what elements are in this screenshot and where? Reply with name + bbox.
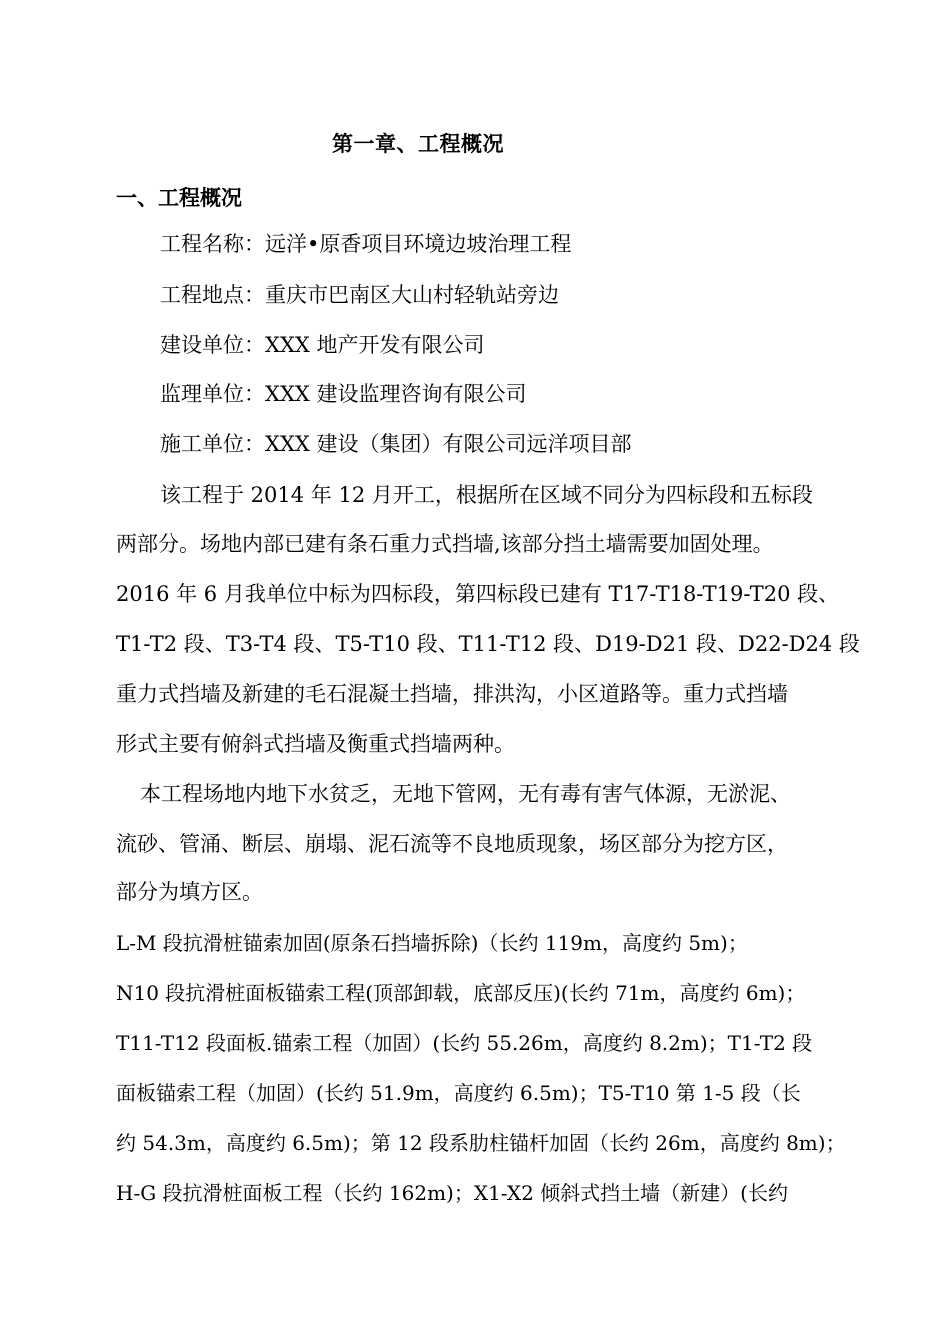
- info-supervisor: 监理单位：XXX 建设监理咨询有限公司: [160, 382, 527, 406]
- paragraph-line: 该工程于 2014 年 12 月开工，根据所在区域不同分为四标段和五标段: [160, 483, 813, 507]
- paragraph-line: 形式主要有俯斜式挡墙及衡重式挡墙两种。: [116, 732, 515, 756]
- info-project-name: 工程名称：远洋•原香项目环境边坡治理工程: [160, 232, 572, 256]
- paragraph-line: 2016 年 6 月我单位中标为四标段，第四标段已建有 T17-T18-T19-T20 段、: [116, 582, 840, 606]
- paragraph-line: 面板锚索工程（加固）(长约 51.9m，高度约 6.5m)；T5-T10 第 1-5 段（长: [116, 1081, 801, 1105]
- paragraph-line: 流砂、管涌、断层、崩塌、泥石流等不良地质现象，场区部分为挖方区，: [116, 832, 788, 856]
- paragraph-line: 约 54.3m，高度约 6.5m)；第 12 段系肋柱锚杆加固（长约 26m，高度约 8m)；: [116, 1131, 846, 1155]
- paragraph-line: H-G 段抗滑桩面板工程（长约 162m)；X1-X2 倾斜式挡土墙（新建）(长约: [116, 1181, 788, 1205]
- paragraph-line: N10 段抗滑桩面板锚索工程(顶部卸载，底部反压)(长约 71m，高度约 6m)；: [116, 981, 806, 1005]
- paragraph-line: T1-T2 段、T3-T4 段、T5-T10 段、T11-T12 段、D19-D21 段、D22-D24 段: [116, 632, 860, 656]
- paragraph-line: 两部分。场地内部已建有条石重力式挡墙,该部分挡土墙需要加固处理。: [116, 532, 774, 556]
- info-owner: 建设单位：XXX 地产开发有限公司: [160, 333, 485, 357]
- paragraph-line: 本工程场地内地下水贫乏，无地下管网，无有毒有害气体源，无淤泥、: [140, 782, 791, 806]
- paragraph-line: 重力式挡墙及新建的毛石混凝土挡墙，排洪沟，小区道路等。重力式挡墙: [116, 682, 788, 706]
- section-title: 一、工程概况: [116, 185, 242, 210]
- paragraph-line: 部分为填方区。: [116, 880, 263, 904]
- info-contractor: 施工单位：XXX 建设（集团）有限公司远洋项目部: [160, 432, 632, 456]
- paragraph-line: L-M 段抗滑桩锚索加固(原条石挡墙拆除)（长约 119m，高度约 5m)；: [116, 931, 748, 955]
- paragraph-line: T11-T12 段面板.锚索工程（加固）(长约 55.26m，高度约 8.2m)；T1-T2 段: [116, 1031, 813, 1055]
- info-project-location: 工程地点：重庆市巴南区大山村轻轨站旁边: [160, 283, 559, 307]
- chapter-title: 第一章、工程概况: [332, 131, 504, 156]
